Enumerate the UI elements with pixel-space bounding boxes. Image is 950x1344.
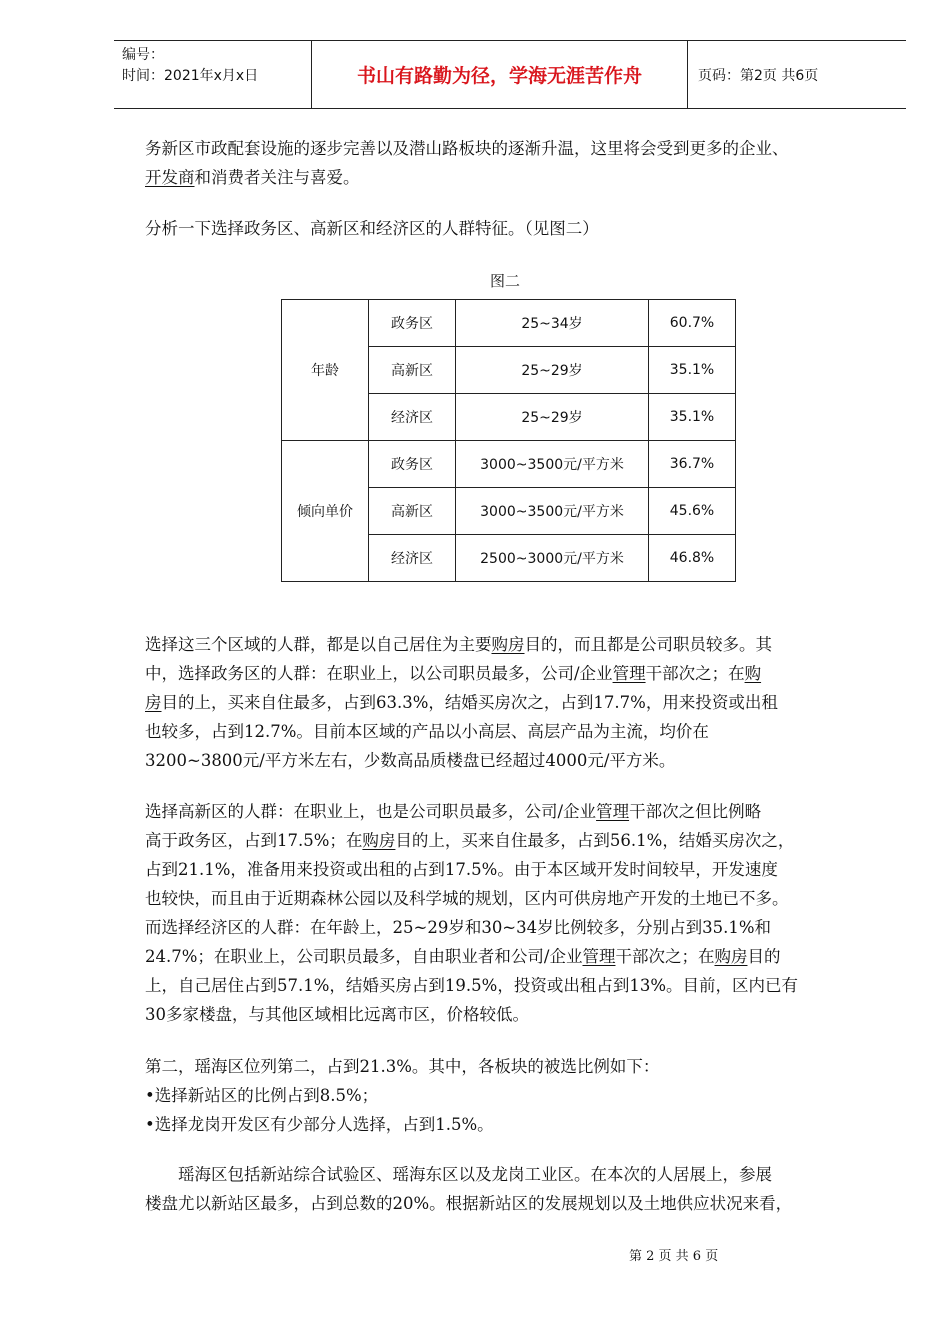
text-span: 干部次之；在 [645,664,745,683]
text-span: 目的 [747,947,781,966]
text-line: 上，自己居住占到57.1%，结婚买房占到19.5%，投资或出租占到13%。目前，区内已有 [145,976,799,995]
area-cell: 经济区 [369,394,456,441]
percent-cell: 35.1% [649,394,736,441]
text-line [145,163,890,192]
header-number-label: 编号： [122,47,164,63]
figure-table [281,299,736,582]
figure-title: 图二 [490,272,521,290]
table-row [282,300,736,347]
header-page-label: 页码：第2页 共6页 [698,67,819,84]
area-cell: 经济区 [369,535,456,582]
range-cell: 3000~3500元/平方米 [456,488,649,535]
text-line: 也较多，占到12.7%。目前本区域的产品以小高层、高层产品为主流，均价在 [145,722,709,741]
text-line: 分析一下选择政务区、高新区和经济区的人群特征。（见图二） [145,219,599,238]
paragraph-5 [145,1052,890,1139]
range-cell: 2500~3000元/平方米 [456,535,649,582]
text-line: 楼盘尤以新站区最多，占到总数的20%。根据新站区的发展规划以及土地供应状况来看， [145,1194,793,1213]
header-meta [114,41,312,108]
paragraph-4 [145,797,890,1029]
group-cell-price: 倾向单价 [282,441,369,582]
header-time-label: 时间：2021年x月x日 [122,68,259,84]
text-span: 和消费者关注与喜爱。 [194,168,360,187]
link-management[interactable]: 管理 [612,664,646,683]
percent-cell: 36.7% [649,441,736,488]
range-cell: 25~29岁 [456,394,649,441]
text-line [145,826,890,855]
area-cell: 高新区 [369,347,456,394]
text-span: 干部次之但比例略 [629,802,762,821]
text-line [145,688,890,717]
area-cell: 政务区 [369,441,456,488]
link-house-purchase[interactable]: 购房 [362,831,396,850]
text-line: 也较快，而且由于近期森林公园以及科学城的规划，区内可供房地产开发的土地已不多。 [145,889,789,908]
percent-cell: 35.1% [649,347,736,394]
text-span: 中，选择政务区的人群：在职业上，以公司职员最多，公司/企业 [145,664,613,683]
text-span: 高于政务区，占到17.5%；在 [145,831,363,850]
list-item: •选择龙岗开发区有少部分人选择，占到1.5%。 [145,1115,494,1134]
link-management[interactable]: 管理 [596,802,630,821]
text-line: 第二，瑶海区位列第二，占到21.3%。其中，各板块的被选比例如下： [145,1057,660,1076]
paragraph-2 [145,214,890,243]
link-developer[interactable]: 开发商 [145,168,195,187]
text-span: 选择这三个区域的人群，都是以自己居住为主要 [145,635,492,654]
text-line: 3200~3800元/平方米左右，少数高品质楼盘已经超过4000元/平方米。 [145,751,676,770]
area-cell: 政务区 [369,300,456,347]
text-line [145,942,890,971]
header-motto: 书山有路勤为径，学海无涯苦作舟 [312,41,688,108]
area-cell: 高新区 [369,488,456,535]
text-line: 瑶海区包括新站综合试验区、瑶海东区以及龙岗工业区。在本次的人居展上，参展 [178,1165,772,1184]
text-span: 目的上，买来自住最多，占到63.3%，结婚买房次之，占到17.7%，用来投资或出租 [161,693,778,712]
link-house-purchase[interactable]: 购房 [491,635,525,654]
text-line: 务新区市政配套设施的逐步完善以及潜山路板块的逐渐升温，这里将会受到更多的企业、 [145,139,789,158]
text-span: 干部次之；在 [615,947,715,966]
link-house-purchase[interactable]: 购 [744,664,762,683]
paragraph-3 [145,630,890,775]
text-line: 占到21.1%，准备用来投资或出租的占到17.5%。由于本区域开发时间较早，开发速度 [145,860,778,879]
link-house-purchase[interactable]: 购房 [714,947,748,966]
percent-cell: 45.6% [649,488,736,535]
text-line [145,797,890,826]
link-management[interactable]: 管理 [582,947,616,966]
text-line: 30多家楼盘，与其他区域相比远离市区，价格较低。 [145,1005,529,1024]
text-span: 选择高新区的人群：在职业上，也是公司职员最多，公司/企业 [145,802,597,821]
text-line: 而选择经济区的人群：在年龄上，25~29岁和30~34岁比例较多，分别占到35.1%和 [145,918,772,937]
text-span: 24.7%；在职业上，公司职员最多，自由职业者和公司/企业 [145,947,583,966]
text-line [145,659,890,688]
text-span: 目的上，买来自住最多，占到56.1%，结婚买房次之， [395,831,795,850]
paragraph-6 [145,1160,890,1218]
group-cell-age: 年龄 [282,300,369,441]
percent-cell: 46.8% [649,535,736,582]
table-row [282,441,736,488]
list-item: •选择新站区的比例占到8.5%； [145,1086,379,1105]
text-span: 目的，而且都是公司职员较多。其 [524,635,772,654]
page-header [114,40,906,109]
page-footer: 第 2 页 共 6 页 [629,1249,719,1264]
range-cell: 25~29岁 [456,347,649,394]
range-cell: 25~34岁 [456,300,649,347]
link-house-purchase[interactable]: 房 [145,693,162,712]
text-line [145,630,890,659]
range-cell: 3000~3500元/平方米 [456,441,649,488]
paragraph-1 [145,134,890,192]
percent-cell: 60.7% [649,300,736,347]
